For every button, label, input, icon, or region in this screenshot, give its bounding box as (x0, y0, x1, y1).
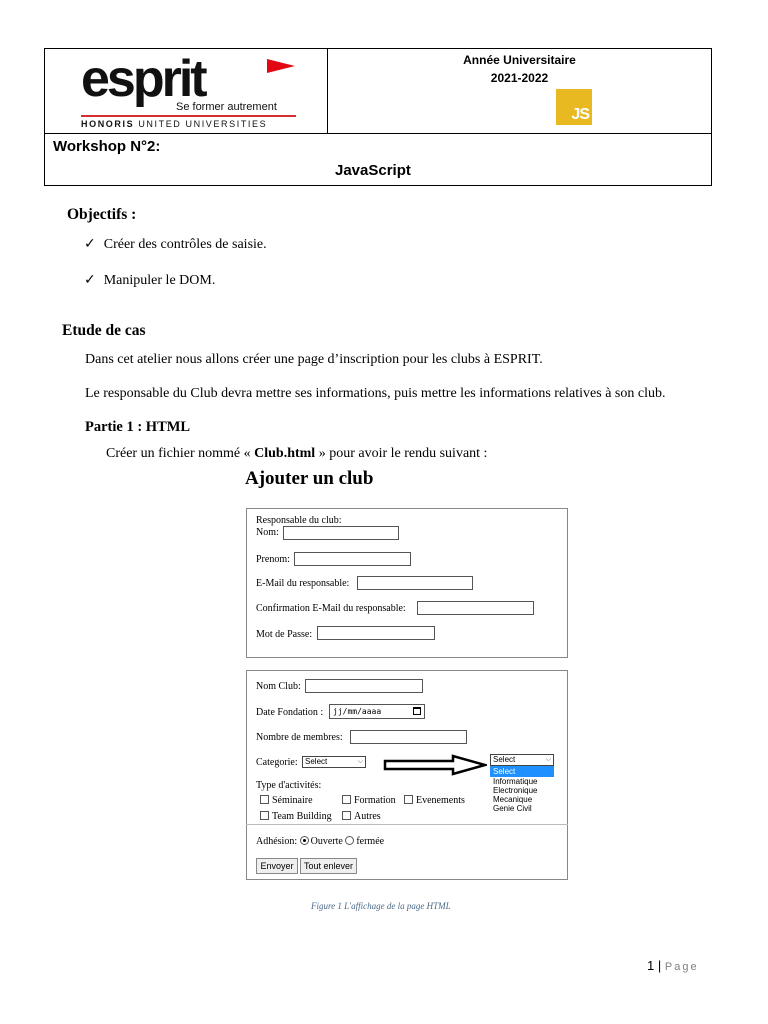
category-option[interactable]: Electronique (493, 786, 538, 795)
adhesion-radio-fermee[interactable]: fermée (345, 836, 384, 847)
activity-checkbox[interactable]: Autres (342, 811, 381, 822)
reset-button[interactable]: Tout enlever (300, 858, 357, 874)
year-cell (328, 49, 711, 134)
calendar-icon[interactable] (413, 707, 421, 715)
workshop-title: Workshop N°2: (53, 138, 161, 155)
adhesion-label: Adhésion: (256, 836, 298, 847)
page-footer: 1 | Page (647, 958, 699, 973)
divider (246, 824, 568, 825)
file-name: Club.html (254, 446, 316, 461)
radio-checked-icon (300, 836, 309, 845)
right-arrow-icon (383, 754, 487, 776)
responsable-legend: Responsable du club: (256, 515, 342, 526)
logo-affiliation: HONORIS UNITED UNIVERSITIES (81, 119, 268, 129)
password-input[interactable] (317, 626, 435, 640)
form-title: Ajouter un club (245, 468, 374, 489)
logo-tagline: Se former autrement (176, 101, 277, 113)
category-label: Categorie: (256, 757, 298, 768)
checkbox-icon (342, 811, 351, 820)
nom-label: Nom: (256, 527, 279, 538)
checkmark-icon: ✓ (84, 236, 96, 252)
adhesion-group (256, 836, 384, 847)
part-heading: Partie 1 : HTML (85, 419, 191, 435)
email-input[interactable] (357, 576, 473, 590)
members-label: Nombre de membres: (256, 732, 343, 743)
instruction-text: Créer un fichier nommé « Club.html » pour avoir le rendu suivant : (106, 446, 488, 461)
category-option[interactable]: Mecanique (493, 795, 533, 804)
activity-checkbox[interactable]: Formation (342, 795, 396, 806)
header-table (44, 48, 712, 186)
checkbox-icon (260, 795, 269, 804)
workshop-subject: JavaScript (335, 162, 411, 179)
case-study-heading: Etude de cas (62, 322, 146, 339)
figure-caption: Figure 1 L'affichage de la page HTML (311, 901, 451, 911)
logo-flag-icon (267, 59, 295, 73)
email-confirm-label: Confirmation E-Mail du responsable: (256, 603, 406, 614)
objectives-heading: Objectifs : (67, 206, 137, 223)
logo-cell (45, 49, 328, 134)
activity-checkbox[interactable]: Séminaire (260, 795, 313, 806)
objective-item: ✓ Créer des contrôles de saisie. (84, 236, 267, 252)
objective-item: ✓ Manipuler le DOM. (84, 272, 216, 288)
chevron-down-icon: ⌵ (357, 758, 363, 765)
logo-rule (81, 115, 296, 117)
checkmark-icon: ✓ (84, 272, 96, 288)
category-option[interactable]: Informatique (493, 777, 538, 786)
checkbox-icon (342, 795, 351, 804)
category-option[interactable]: Genie Civil (493, 804, 532, 813)
radio-icon (345, 836, 354, 845)
members-input[interactable] (350, 730, 467, 744)
category-option[interactable]: Select (490, 766, 554, 777)
activities-label: Type d'activités: (256, 780, 322, 791)
prenom-label: Prenom: (256, 554, 290, 565)
category-select-open[interactable]: Select ⌵ (490, 754, 554, 766)
javascript-logo-icon: JS (556, 89, 592, 125)
nom-input[interactable] (283, 526, 399, 540)
date-label: Date Fondation : (256, 707, 324, 718)
date-input[interactable]: jj/mm/aaaa (329, 704, 425, 719)
prenom-input[interactable] (294, 552, 411, 566)
club-name-input[interactable] (305, 679, 423, 693)
adhesion-radio-ouverte[interactable]: Ouverte (300, 836, 343, 847)
paragraph: Le responsable du Club devra mettre ses informations, puis mettre les informations relatives à son club. (85, 386, 666, 401)
chevron-down-icon: ⌵ (545, 756, 551, 763)
year-value: 2021-2022 (490, 71, 549, 85)
esprit-logo-text: esprit (81, 50, 205, 108)
checkbox-icon (260, 811, 269, 820)
activity-checkbox[interactable]: Team Building (260, 811, 332, 822)
submit-button[interactable]: Envoyer (256, 858, 298, 874)
year-label: Année Universitaire (463, 53, 576, 67)
category-select[interactable]: Select ⌵ (302, 756, 366, 768)
paragraph: Dans cet atelier nous allons créer une page d’inscription pour les clubs à ESPRIT. (85, 352, 543, 367)
checkbox-icon (404, 795, 413, 804)
workshop-cell (45, 134, 711, 185)
email-confirm-input[interactable] (417, 601, 534, 615)
category-dropdown-open[interactable] (490, 754, 554, 813)
password-label: Mot de Passe: (256, 629, 313, 640)
email-label: E-Mail du responsable: (256, 578, 350, 589)
activity-checkbox[interactable]: Evenements (404, 795, 465, 806)
club-name-label: Nom Club: (256, 681, 301, 692)
responsable-fieldset (246, 508, 568, 658)
